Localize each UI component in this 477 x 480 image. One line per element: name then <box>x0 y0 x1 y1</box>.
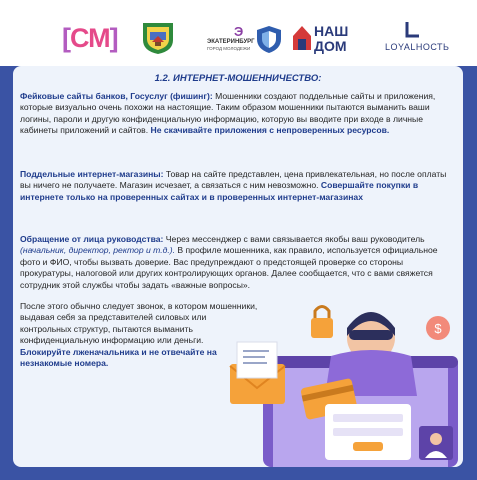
nash-dom-logo: НАШ ДОМ <box>291 22 361 58</box>
fake-shops-heading: Поддельные интернет-магазины: <box>20 169 164 179</box>
partner-logo-bar <box>0 0 477 66</box>
letter-sheet <box>237 342 277 378</box>
phishing-advice: Не скачивайте приложения с непроверенных ресурсов. <box>150 125 390 136</box>
fake-boss-text-2: В профиле мошенника, как правило, используется официальное фото и ФИО, чтобы вызвать доверие. Вас предупреждают о предстоящей проверке со стороны прокуратуры, налоговой или других контролирующих органов. Далее сообщается, что с вами свяжется сотрудник этой службы чтобы задать «важные вопросы». <box>20 245 438 290</box>
loyalnost-logo: LOYALНОСТЬ <box>385 20 445 54</box>
house-icon <box>291 22 313 52</box>
svg-text:$: $ <box>434 321 442 336</box>
fake-shops-text: Товар на сайте представлен, цена привлекательная, но после оплаты вы ничего не получаете. Магазин исчезает, а связаться с ним невозможно. <box>20 169 447 191</box>
section-title: 1.2. ИНТЕРНЕТ-МОШЕННИЧЕСТВО: <box>154 73 322 84</box>
fake-boss-text: Через мессенджер с вами связывается якобы ваш руководитель <box>163 234 425 244</box>
scammer-illustration <box>203 266 463 467</box>
fake-shops-advice: Совершайте покупки в интернете только на проверенных сайтах и в проверенных интернет-магазинах <box>20 180 419 202</box>
ekaterinburg-youth-logo: Э ЭКАТЕРИНБУРГ ГОРОД МОЛОДЕЖИ <box>207 24 255 51</box>
fake-boss-text-3: После этого обычно следует звонок, в котором мошенники, выдавая себя за представителей силовых или контрольных структур, пытаются выманить конфиденциальную информацию или деньги. <box>20 301 258 346</box>
phishing-text: Мошенники создают поддельные сайты и приложения, которые визуально очень похожи на настоящие. Таким образом мошенники пытаются выманить ваши логины, пароли и другую конфиденциальную информацию, которую вы вводите при входе в личные кабинеты приложений и сайтов. <box>20 91 436 136</box>
sm-logo: [СМ] <box>62 23 118 53</box>
ekaterinburg-crest-icon <box>140 20 176 56</box>
phishing-heading: Фейковые сайты банков, Госуслуг (фишинг): <box>20 91 213 101</box>
loyalnost-mark-icon <box>403 20 423 40</box>
fake-boss-roles: (начальник, директор, ректор и т.д.). <box>20 245 175 256</box>
shield-logo-icon <box>255 24 283 54</box>
password-field <box>333 428 403 436</box>
fake-boss-advice: Блокируйте лженачальника и не отвечайте на незнакомые номера. <box>20 346 217 369</box>
fake-shops-paragraph <box>20 169 450 203</box>
info-card <box>13 66 463 467</box>
padlock-icon <box>311 318 333 338</box>
login-field <box>333 414 403 422</box>
fake-boss-heading: Обращение от лица руководства: <box>20 234 164 244</box>
scammer-mask <box>349 330 393 340</box>
phishing-paragraph <box>20 91 452 137</box>
login-button <box>353 442 383 451</box>
